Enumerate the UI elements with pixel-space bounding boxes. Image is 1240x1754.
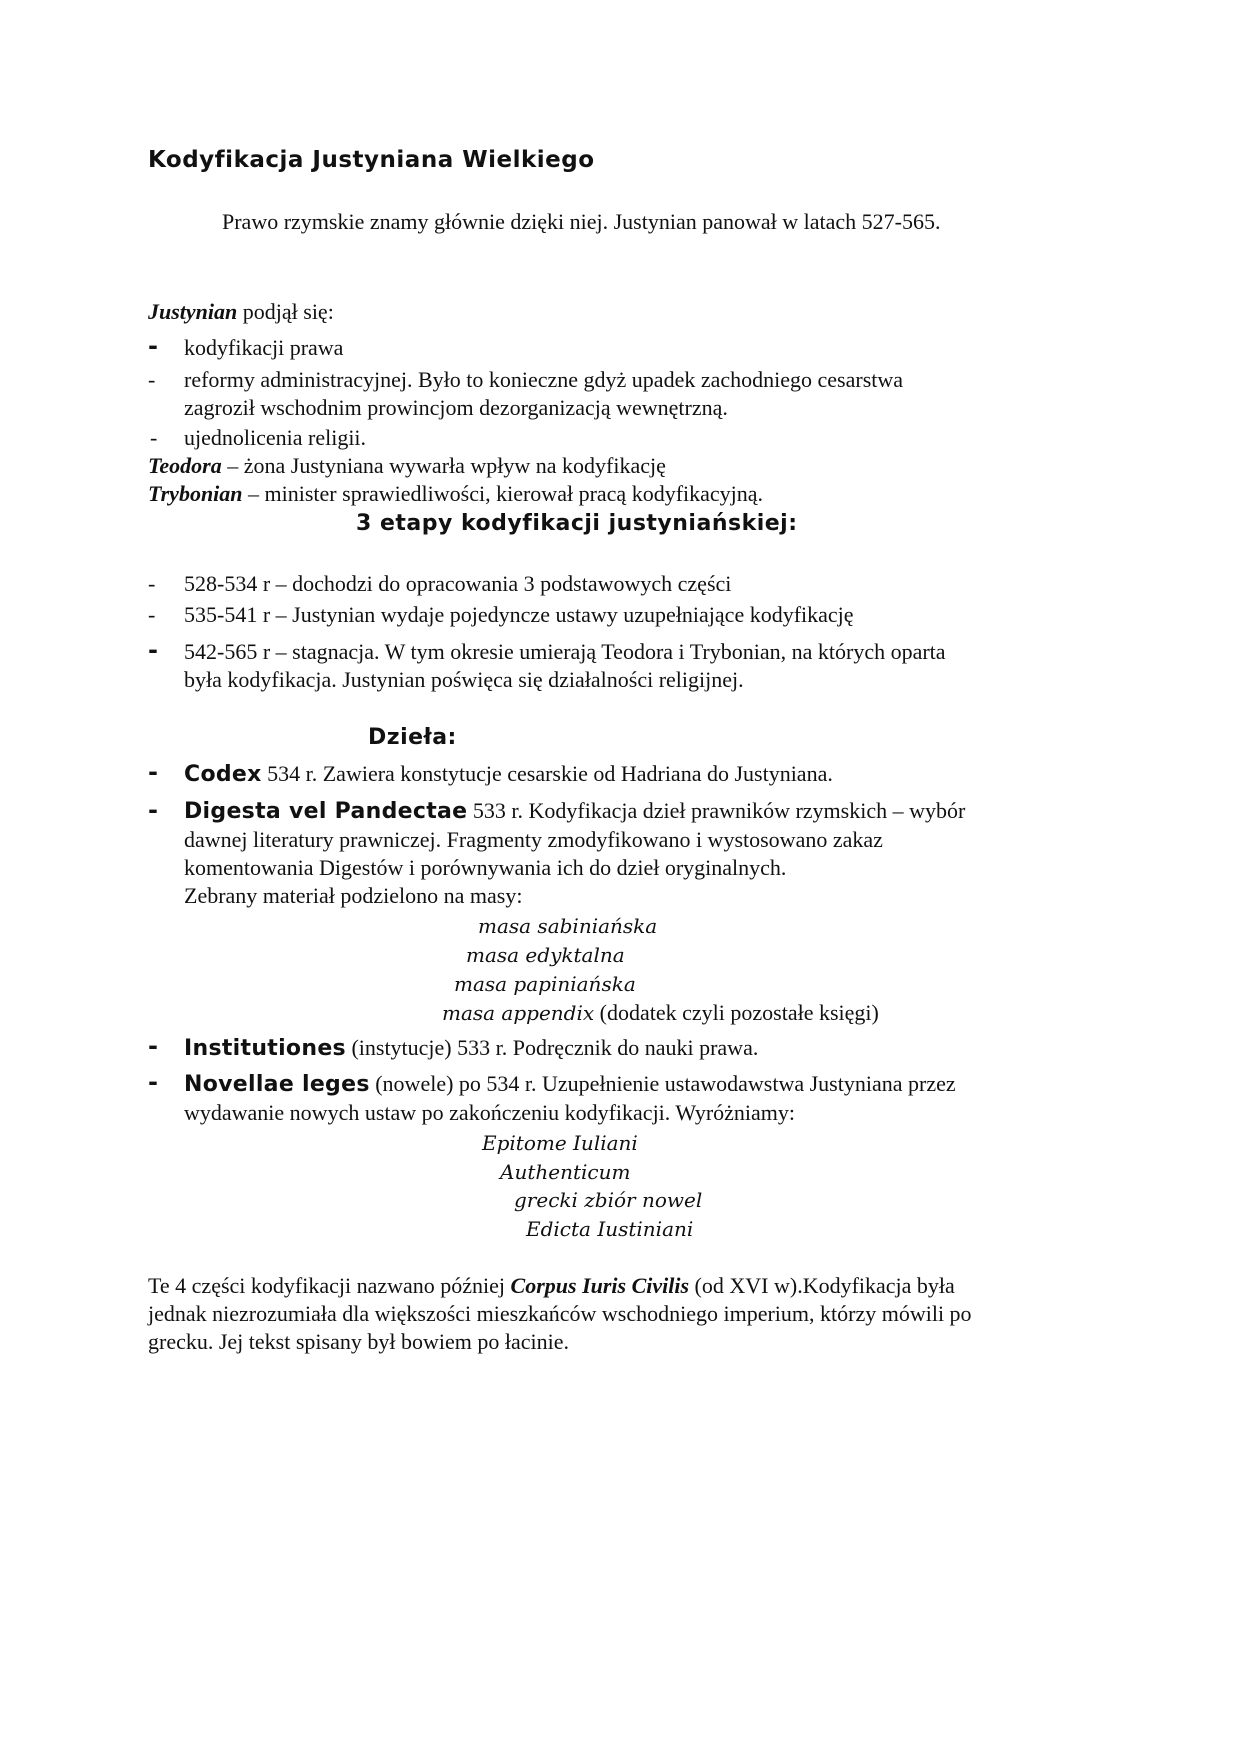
digesta-description: komentowania Digestów i porównywania ich do dzieł oryginalnych.: [184, 855, 787, 880]
codex-text: 534 r. Zawiera konstytucje cesarskie od Hadriana do Justyniana.: [261, 761, 833, 786]
novellae-name: Novellae leges: [184, 1072, 370, 1097]
stage-item: 528-534 r – dochodzi do opracowania 3 podstawowych części: [184, 571, 732, 596]
codex-name: Codex: [184, 762, 262, 787]
stage-item: 542-565 r – stagnacja. W tym okresie umierają Teodora i Trybonian, na których oparta: [184, 639, 946, 664]
novellae-item: Edicta Iustiniani: [526, 1217, 694, 1241]
task-item: reformy administracyjnej. Było to konieczne gdyż upadek zachodniego cesarstwa: [184, 367, 904, 392]
justynian-rest: podjął się:: [237, 299, 334, 324]
teodora-line: [148, 452, 666, 480]
institutiones-text: (instytucje) 533 r. Podręcznik do nauki prawa.: [345, 1035, 759, 1060]
digesta-description: Zebrany materiał podzielono na masy:: [184, 883, 523, 908]
novellae-item: Epitome Iuliani: [482, 1131, 638, 1155]
institutiones-name: Institutiones: [184, 1036, 346, 1061]
stage-item: 535-541 r – Justynian wydaje pojedyncze ustawy uzupełniające kodyfikację: [184, 602, 854, 627]
teodora-label: Teodora: [148, 453, 222, 478]
trybonian-rest: – minister sprawiedliwości, kierował pracą kodyfikacyjną.: [242, 481, 764, 506]
task-item: ujednolicenia religii.: [184, 425, 367, 450]
works-heading: Dzieła:: [368, 725, 457, 750]
novellae-description: wydawanie nowych ustaw po zakończeniu kodyfikacji. Wyróżniamy:: [184, 1100, 796, 1125]
novellae-text: (nowele) po 534 r. Uzupełnienie ustawodawstwa Justyniana przez: [369, 1071, 956, 1096]
bullet-dash: -: [148, 1032, 158, 1060]
document-title: Kodyfikacja Justyniana Wielkiego: [148, 147, 595, 173]
bullet-dash: -: [148, 367, 156, 392]
bullet-dash: -: [148, 332, 158, 360]
trybonian-line: [148, 480, 763, 508]
mass-item: masa papiniańska: [454, 972, 636, 996]
corpus-iuris-civilis: Corpus Iuris Civilis: [510, 1273, 690, 1298]
closing-paragraph: grecku. Jej tekst spisany był bowiem po łacinie.: [148, 1329, 569, 1354]
institutiones-line: [184, 1034, 758, 1063]
mass-item-appendix: [442, 999, 879, 1027]
closing-paragraph: jednak niezrozumiała dla większości mieszkańców wschodniego imperium, którzy mówili po: [148, 1301, 972, 1326]
mass-item: masa sabiniańska: [478, 914, 658, 938]
mass-item: masa appendix: [442, 1001, 595, 1025]
novellae-item: grecki zbiór nowel: [514, 1188, 703, 1212]
bullet-dash: -: [150, 425, 158, 450]
justynian-line: [148, 298, 334, 326]
bullet-dash: -: [148, 571, 156, 596]
digesta-text: 533 r. Kodyfikacja dzieł prawników rzymskich – wybór: [467, 798, 966, 823]
mass-note: (dodatek czyli pozostałe księgi): [594, 1000, 879, 1025]
digesta-name: Digesta vel Pandectae: [184, 799, 468, 824]
bullet-dash: -: [148, 1068, 158, 1096]
closing-line: [148, 1272, 955, 1300]
task-item-continued: zagroził wschodnim prowincjom dezorganizacją wewnętrzną.: [184, 395, 728, 420]
closing-end: (od XVI w).Kodyfikacja była: [689, 1273, 955, 1298]
mass-item: masa edyktalna: [466, 943, 625, 967]
stages-heading: 3 etapy kodyfikacji justyniańskiej:: [356, 511, 798, 536]
bullet-dash: -: [148, 636, 158, 664]
justynian-label: Justynian: [148, 299, 238, 324]
codex-line: [184, 760, 833, 789]
bullet-dash: -: [148, 796, 158, 824]
stage-item-continued: była kodyfikacja. Justynian poświęca się działalności religijnej.: [184, 667, 744, 692]
digesta-line: [184, 797, 965, 826]
closing-start: Te 4 części kodyfikacji nazwano później: [148, 1273, 511, 1298]
bullet-dash: -: [148, 758, 158, 786]
bullet-dash: -: [148, 602, 156, 627]
digesta-description: dawnej literatury prawniczej. Fragmenty zmodyfikowano i wystosowano zakaz: [184, 827, 883, 852]
teodora-rest: – żona Justyniana wywarła wpływ na kodyfikację: [221, 453, 666, 478]
trybonian-label: Trybonian: [148, 481, 243, 506]
task-item: kodyfikacji prawa: [184, 335, 344, 360]
intro-paragraph: Prawo rzymskie znamy głównie dzięki niej. Justynian panował w latach 527-565.: [222, 209, 941, 234]
novellae-line: [184, 1070, 956, 1099]
novellae-item: Authenticum: [500, 1160, 631, 1184]
